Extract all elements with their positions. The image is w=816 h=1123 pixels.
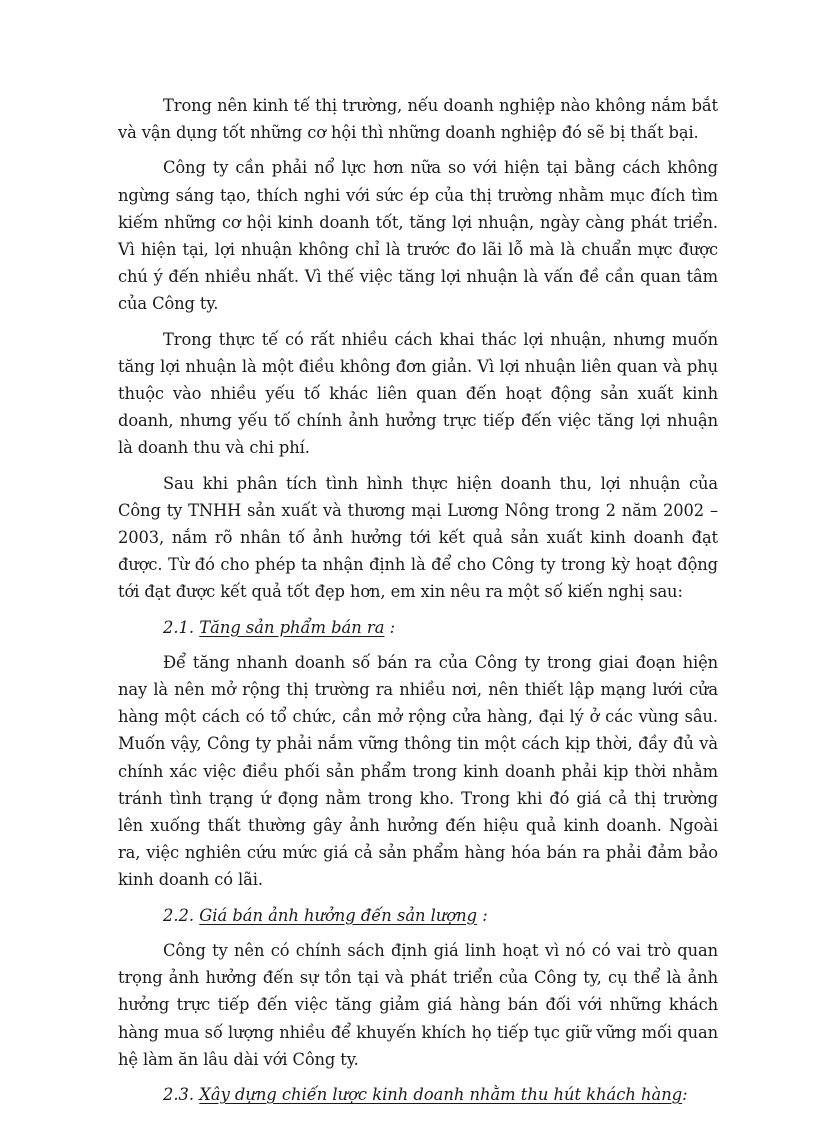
paragraph-company-effort: Công ty cần phải nổ lực hơn nữa so với hiện tại bằng cách không ngừng sáng tạo, thích nghi với sức ép của thị trường nhằm mục đích tìm kiếm những cơ hội kinh doanh tốt, tăng lợi nhuận, ngày càng phát triển. Vì hiện tại, lợi nhuận không chỉ là trước đo lãi lỗ mà là chuẩn mực được chú ý đến nhiều nhất. Vì thế việc tăng lợi nhuận là vấn đề cần quan tâm của Công ty.	[118, 158, 718, 314]
section-title: Giá bán ảnh hưởng đến sản lượng	[199, 905, 478, 925]
section-heading-2-2	[118, 902, 718, 929]
document-page	[118, 92, 718, 1116]
section-suffix: :	[384, 617, 396, 637]
section-number: 2.2.	[163, 905, 195, 925]
section-2-2-body: Công ty nên có chính sách định giá linh hoạt vì nó có vai trò quan trọng ảnh hưởng đến sự tồn tại và phát triển của Công ty, cụ thể là ảnh hưởng trực tiếp đến việc tăng giảm giá hàng bán đối với những khách hàng mua số lượng nhiều để khuyến khích họ tiếp tục giữ vững mối quan hệ làm ăn lâu dài với Công ty.	[118, 940, 718, 1069]
paragraph-market-economy: Trong nên kinh tế thị trường, nếu doanh nghiệp nào không nắm bắt và vận dụng tốt những cơ hội thì những doanh nghiệp đó sẽ bị thất bại.	[118, 96, 718, 143]
section-number: 2.1.	[163, 617, 195, 637]
section-heading-2-3	[118, 1081, 718, 1108]
section-title: Tăng sản phẩm bán ra	[199, 617, 385, 637]
section-heading-2-1	[118, 614, 718, 641]
section-suffix: :	[477, 905, 488, 925]
section-suffix: :	[682, 1084, 688, 1104]
section-title: Xây dựng chiến lược kinh doanh nhằm thu hút khách hàng	[199, 1084, 683, 1104]
paragraph-analysis-summary: Sau khi phân tích tình hình thực hiện doanh thu, lợi nhuận của Công ty TNHH sản xuất và thương mại Lương Nông trong 2 năm 2002 – 2003, nắm rõ nhân tố ảnh hưởng tới kết quả sản xuất kinh doanh đạt được. Từ đó cho phép ta nhận định là để cho Công ty trong kỳ hoạt động tới đạt được kết quả tốt đẹp hơn, em xin nêu ra một số kiến nghị sau:	[118, 473, 718, 602]
section-2-1-body: Để tăng nhanh doanh số bán ra của Công ty trong giai đoạn hiện nay là nên mở rộng thị trường ra nhiều nơi, nên thiết lập mạng lưới cửa hàng một cách có tổ chức, cần mở rộng cửa hàng, đại lý ở các vùng sâu. Muốn vậy, Công ty phải nắm vững thông tin một cách kịp thời, đầy đủ và chính xác việc điều phối sản phẩm trong kinh doanh phải kịp thời nhằm tránh tình trạng ứ đọng nằm trong kho. Trong khi đó giá cả thị trường lên xuống thất thường gây ảnh hưởng đến hiệu quả kinh doanh. Ngoài ra, việc nghiên cứu mức giá cả sản phẩm hàng hóa bán ra phải đảm bảo kinh doanh có lãi.	[118, 652, 718, 890]
paragraph-profit-methods: Trong thực tế có rất nhiều cách khai thác lợi nhuận, nhưng muốn tăng lợi nhuận là một điều không đơn giản. Vì lợi nhuận liên quan và phụ thuộc vào nhiều yếu tố khác liên quan đến hoạt động sản xuất kinh doanh, nhưng yếu tố chính ảnh hưởng trực tiếp đến việc tăng lợi nhuận là doanh thu và chi phí.	[118, 329, 718, 458]
section-number: 2.3.	[163, 1084, 195, 1104]
